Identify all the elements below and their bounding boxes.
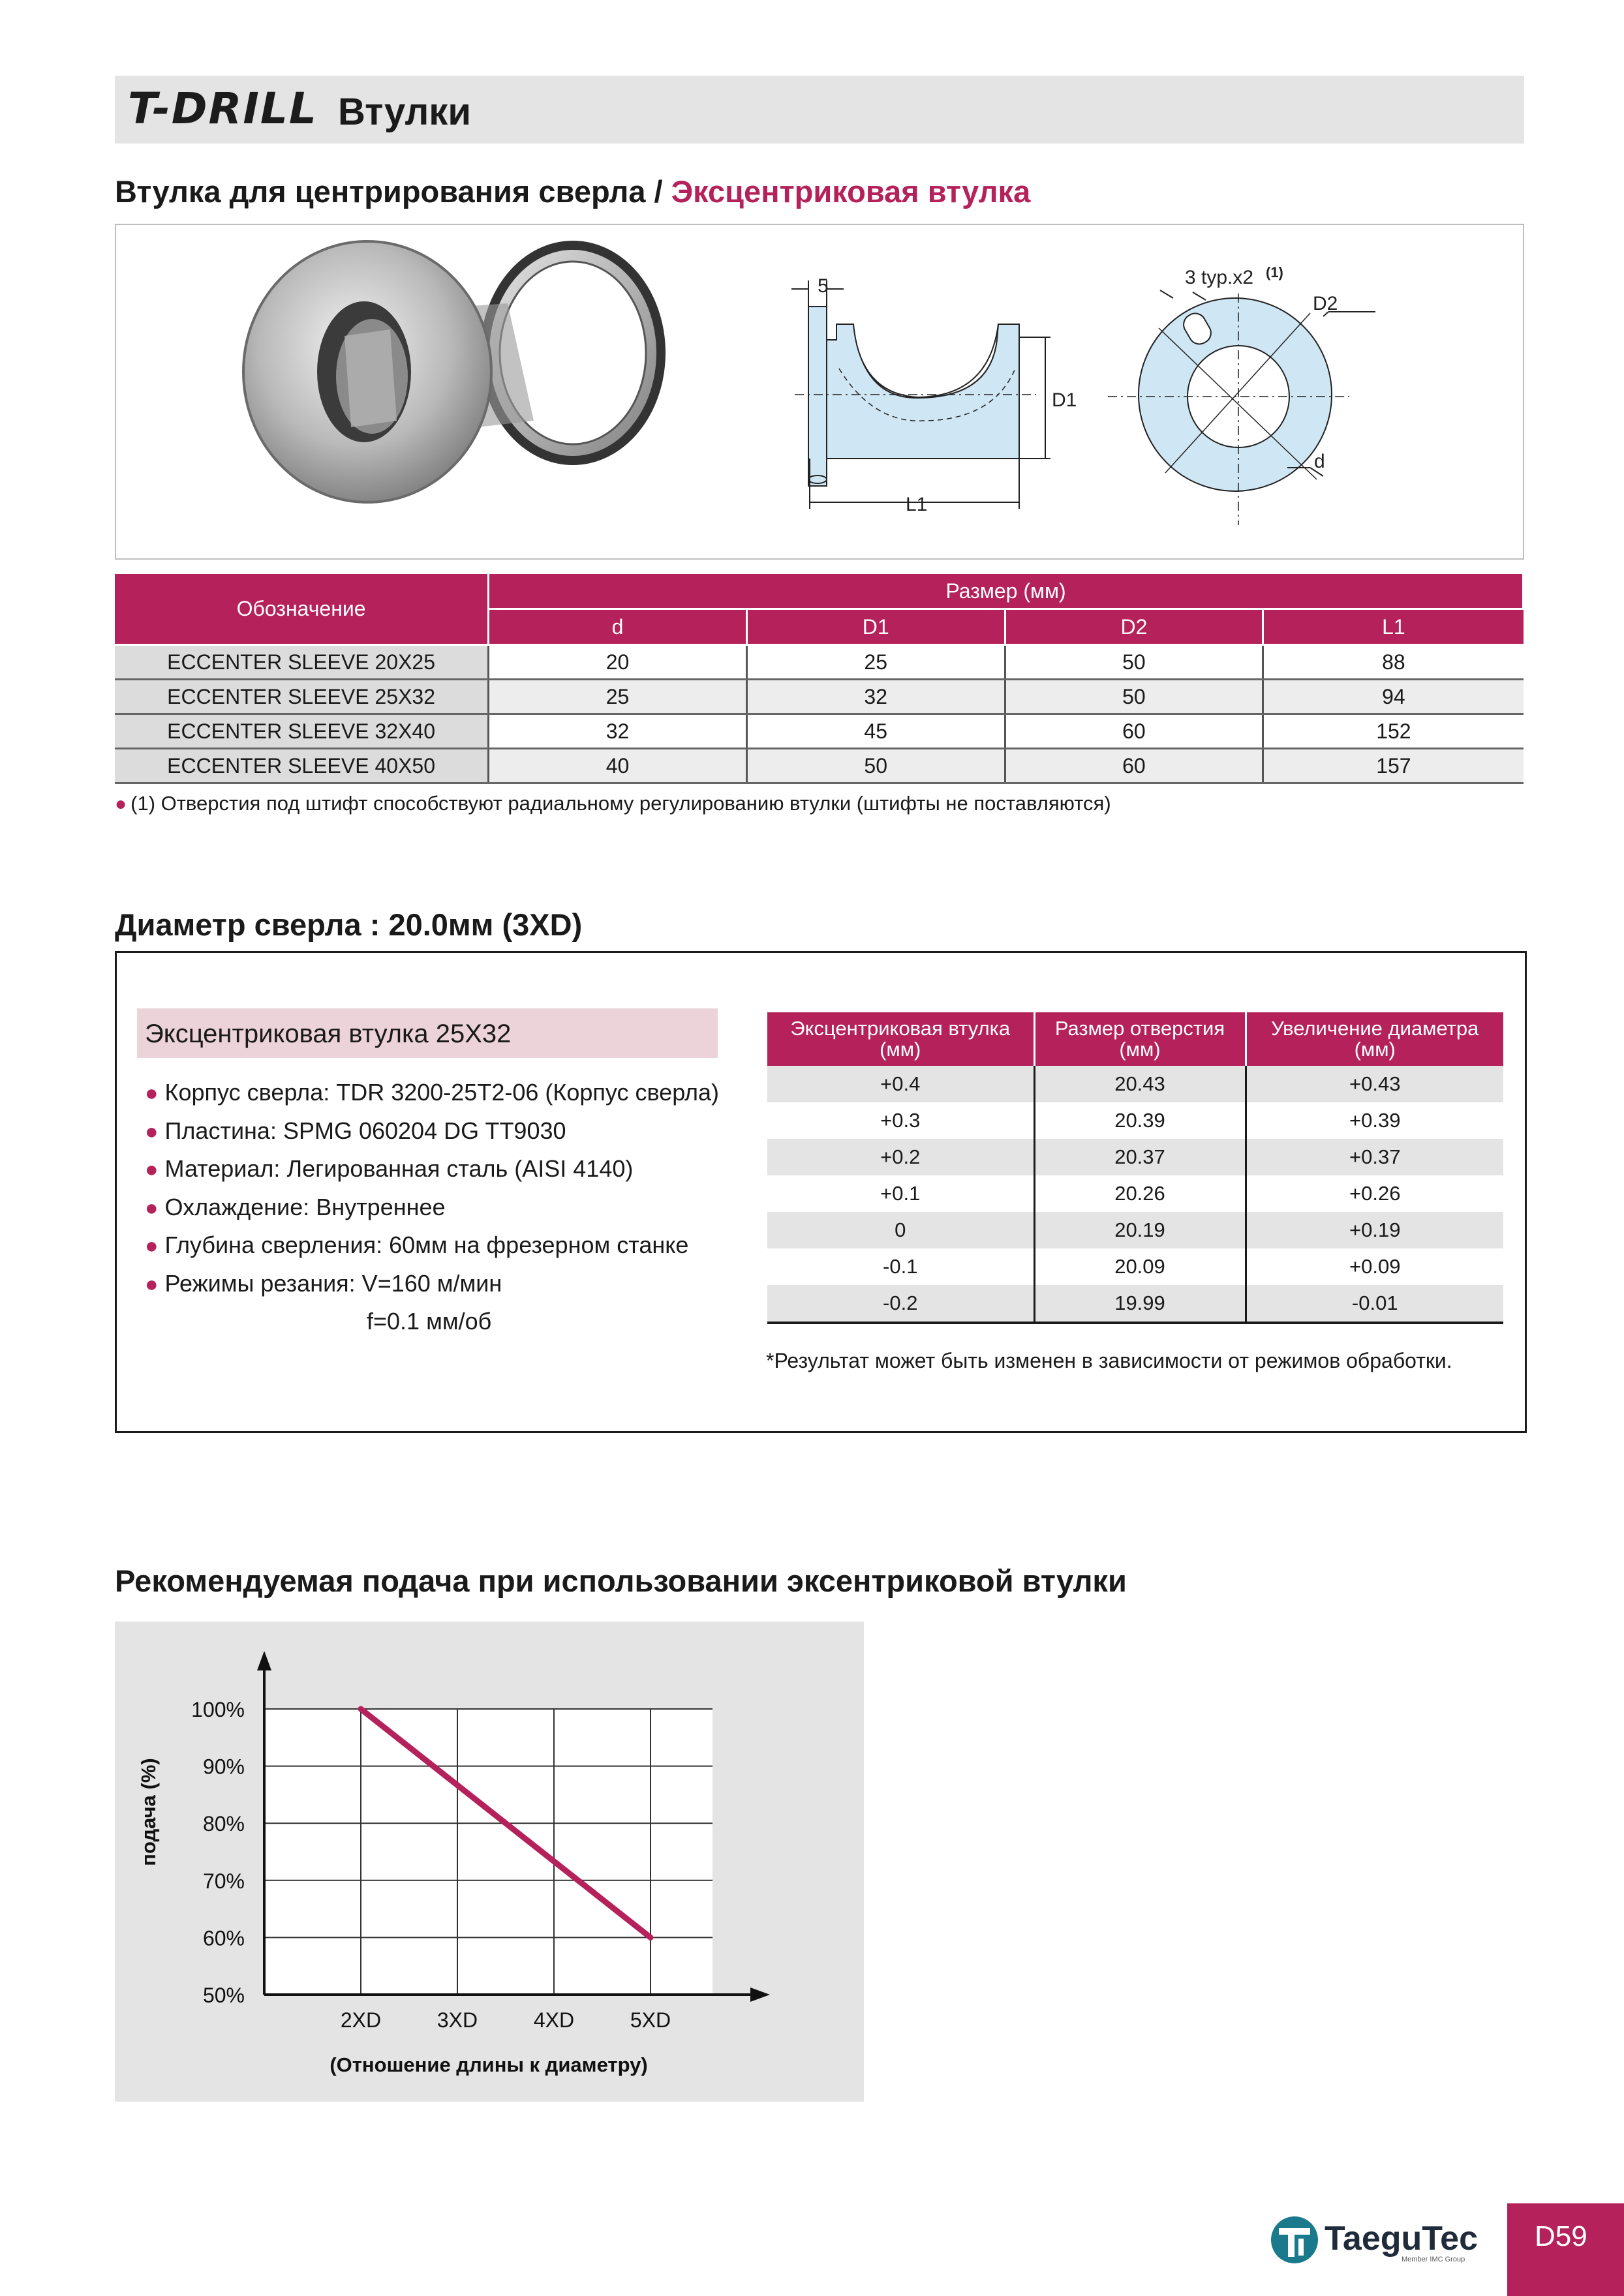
cell-d: 32 [489,714,747,749]
table-row: +0.1 20.26 +0.26 [767,1175,1503,1212]
table-row [115,645,1524,680]
column-header-diameter-increase: Увеличение диаметра (мм) [1246,1012,1503,1066]
dim-d-label: d [1314,451,1325,472]
section-title-drill-diameter: Диаметр сверла : 20.0мм (3XD) [115,907,583,942]
list-item [145,1153,719,1191]
page-number: D59 [1535,2220,1587,2252]
y-tick-label: 90% [202,1755,245,1779]
table-row: -0.2 19.99 -0.01 [767,1285,1503,1323]
section-title-sleeve [115,174,1030,210]
dim-d2-label: D2 [1313,293,1338,314]
row-designation: ECCENTER SLEEVE 40X50 [115,749,489,783]
row-designation: ECCENTER SLEEVE 32X40 [115,714,489,749]
x-tick-label: 4XD [533,2008,575,2032]
column-header-d: d [489,609,747,645]
y-tick-label: 50% [202,1984,245,2007]
plot-area [264,1709,712,1995]
footer-brand: TaeguTec [1325,2220,1478,2258]
cell-d: 40 [489,749,747,783]
sleeve-photo [243,241,661,502]
bullet-icon: ● [115,793,127,815]
page-title: Втулки [338,91,471,133]
bullet-icon: ● [145,1119,159,1144]
feed-chart [115,1622,864,2102]
bullet-icon: ● [145,1081,159,1106]
row-designation: ECCENTER SLEEVE 25X32 [115,680,489,714]
cell-d1: 25 [746,645,1005,680]
sleeve-front-view [1108,290,1375,525]
list-item [145,1229,719,1267]
table-row: 0 20.19 +0.19 [767,1212,1503,1248]
sleeve-label: Эксцентриковая втулка 25X32 [145,1020,512,1048]
row-designation: ECCENTER SLEEVE 20X25 [115,645,489,680]
list-item [145,1115,719,1153]
y-tick-label: 100% [191,1698,245,1721]
dim-d1-label: D1 [1052,389,1077,411]
list-item [145,1076,719,1115]
y-tick-label: 60% [202,1926,245,1950]
result-note: *Результат может быть изменен в зависимости от режимов обработки. [766,1349,1452,1372]
cell-d1: 32 [746,680,1005,714]
footnote-text: (1) Отверстия под штифт способствуют радиальному регулированию втулки (штифты не поставляются) [130,792,1111,815]
bullet-icon: ● [145,1271,159,1297]
list-item [145,1267,719,1306]
spec-text: Материал: Легированная сталь (AISI 4140) [164,1155,634,1182]
table-row [115,714,1524,749]
table-row: -0.1 20.09 +0.09 [767,1248,1503,1285]
spec-feed: f=0.1 мм/об [367,1308,492,1335]
table-row: +0.4 20.43 +0.43 [767,1066,1503,1102]
logo-text: T-DRILL [128,83,318,134]
t-drill-logo [128,83,318,134]
cell-d1: 45 [746,714,1005,749]
y-axis-arrow-icon [257,1651,271,1670]
x-tick-label: 5XD [630,2008,671,2032]
column-header-l1: L1 [1263,609,1524,645]
sleeve-side-view [791,280,1050,509]
column-header-designation: Обозначение [115,574,489,645]
cell-d2: 50 [1005,645,1263,680]
cell-d: 25 [489,680,747,714]
cell-d2: 60 [1005,749,1263,783]
x-axis-label: (Отношение длины к диаметру) [329,2053,648,2076]
table-row [115,680,1524,714]
table-row: +0.2 20.37 +0.37 [767,1139,1503,1175]
section-title-main: Втулка для центрирования сверла / [115,174,671,209]
figure-panel [115,224,1524,560]
dim-3typ-label: 3 typ.x2 [1185,267,1254,288]
section-title-accent: Эксцентриковая втулка [671,174,1031,209]
result-table [767,1012,1503,1324]
cell-l1: 94 [1263,680,1524,714]
y-tick-label: 80% [202,1812,245,1836]
section-title-feed: Рекомендуемая подача при использовании эксентриковой втулки [115,1563,1127,1598]
x-tick-label: 2XD [340,2008,382,2032]
taegutec-logo-icon [1268,2214,1321,2266]
column-header-d2: D2 [1005,609,1263,645]
bullet-icon: ● [145,1195,159,1220]
dim-l1-label: L1 [906,494,928,515]
column-header-d1: D1 [746,609,1005,645]
dimension-table [115,574,1524,784]
spec-text: Корпус сверла: TDR 3200-25T2-06 (Корпус сверла) [164,1079,720,1106]
table-row [115,749,1524,783]
column-header-sleeve: Эксцентриковая втулка (мм) [767,1012,1034,1066]
y-axis-label: подача (%) [137,1758,160,1866]
cell-l1: 88 [1263,645,1524,680]
x-axis-arrow-icon [750,1987,770,2002]
spec-text: Пластина: SPMG 060204 DG TT9030 [164,1117,566,1144]
footnote [115,791,1111,817]
column-header-size: Размер (мм) [489,574,1524,609]
table-row: +0.3 20.39 +0.39 [767,1102,1503,1139]
cell-d: 20 [489,645,747,680]
spec-text: Охлаждение: Внутреннее [164,1193,446,1220]
footer-brand-sub: Member IMC Group [1402,2256,1465,2263]
list-item [145,1191,719,1230]
dim-5-label: 5 [818,275,829,297]
header-bar [115,76,1524,144]
spec-list [145,1076,719,1305]
spec-text: Режимы резания: V=160 м/мин [164,1269,502,1297]
sleeve-drawings [116,225,1523,558]
cell-l1: 152 [1263,714,1524,749]
cell-l1: 157 [1263,749,1524,783]
cell-d1: 50 [746,749,1005,783]
bullet-icon: ● [145,1157,159,1182]
x-tick-label: 3XD [437,2008,478,2032]
column-header-hole-size: Размер отверстия (мм) [1034,1012,1246,1066]
chart-grid [264,1709,712,1995]
cell-d2: 60 [1005,714,1263,749]
spec-text: Глубина сверления: 60мм на фрезерном станке [164,1231,689,1258]
bullet-icon: ● [145,1233,159,1258]
cell-d2: 50 [1005,680,1263,714]
y-tick-label: 70% [202,1869,245,1893]
dim-3typ-note: (1) [1266,264,1283,280]
